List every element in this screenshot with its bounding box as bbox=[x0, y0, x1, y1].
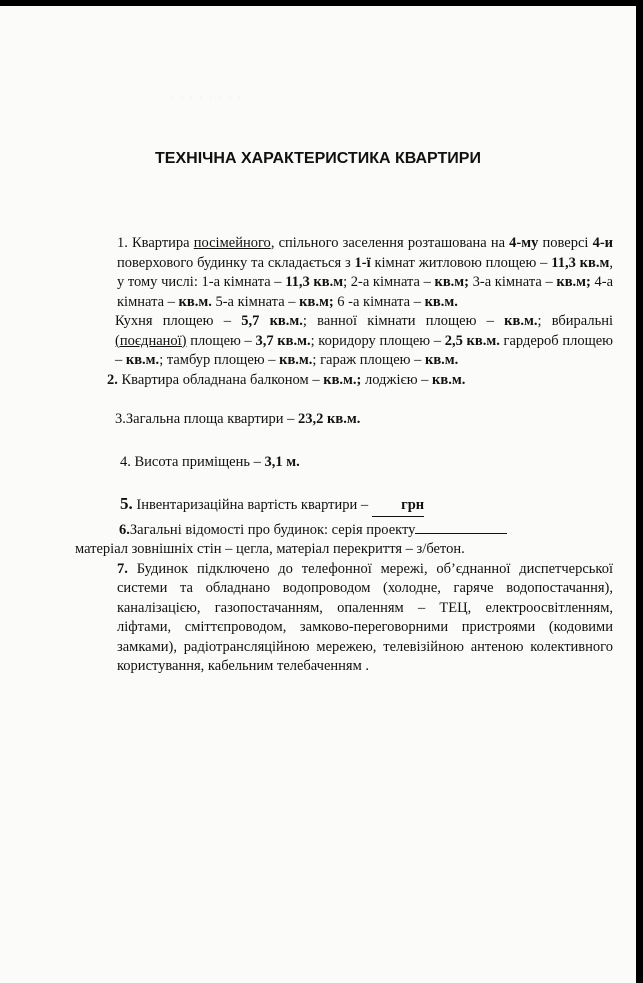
kitchen-areas: Кухня площею – 5,7 кв.м.; ванної кімнати площею – кв.м.; вбиральні (поєднаної) площею – 3,7 кв.м.; коридору площею – 2,5 кв.м. гардероб площею – кв.м.; тамбур площею – кв.м.; гараж площею – кв.м. bbox=[115, 313, 613, 368]
section-3-total-area: 3.Загальна площа квартири – 23,2 кв.м. bbox=[115, 411, 361, 427]
document-title: ТЕХНІЧНА ХАРАКТЕРИСТИКА КВАРТИРИ bbox=[155, 150, 481, 167]
inventory-value-blank: грн bbox=[372, 496, 424, 517]
section-2-balcony: 2. Квартира обладнана балконом – кв.м.; лоджією – кв.м. bbox=[107, 371, 466, 388]
bleed-through-text: · · · · · · · · bbox=[170, 90, 243, 105]
section-5-inventory-value: 5. Інвентаризаційна вартість квартири – грн bbox=[75, 494, 613, 517]
section-1-apartment: 1. Квартира посімейного, спільного заселення розташована на 4-му поверсі 4-и поверхового будинку та складається з 1-ї кімнат житловою площею – 11,3 кв.м, у тому числі: 1-а кімната – 11,3 кв.м; 2-а кімната – кв.м; 3-а кімната – кв.м; 4-а кімната – кв.м. 5-а кімната – кв.м; 6 -а кімната – кв.м. bbox=[117, 235, 614, 310]
document-page bbox=[0, 6, 636, 983]
wall-material-line: матеріал зовнішніх стін – цегла, матеріал перекриття – з/бетон. bbox=[75, 541, 465, 557]
document-body bbox=[75, 234, 613, 677]
section-4-height: 4. Висота приміщень – 3,1 м. bbox=[120, 453, 300, 470]
section-7-utilities: 7. Будинок підключено до телефонної мережі, об’єднанної диспетчерської системи та обладнано водопроводом (холодне, гаряче водопостачання), каналізацією, газопостачанням, опаленням – ТЕЦ, електроосвітленням, ліфтами, сміттєпроводом, замково-переговорними пристроями (кодовими замками), радіотрансляційною мережею, телевізійною антеною колективного користування, кабельним телебаченням . bbox=[117, 560, 613, 674]
section-6-building-info: 6.Загальні відомості про будинок: серія проекту bbox=[75, 519, 613, 541]
project-series-blank bbox=[415, 519, 507, 534]
